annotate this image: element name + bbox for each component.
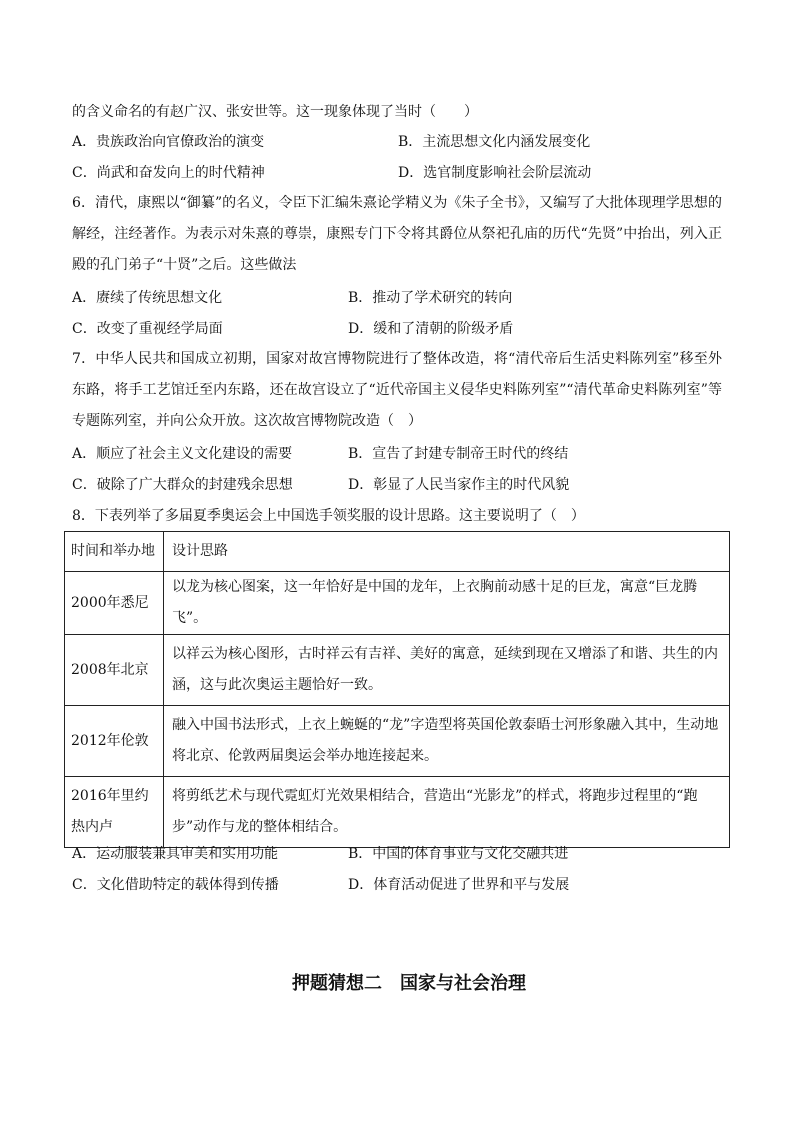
table-cell-year-place: 2000年悉尼 <box>65 572 164 635</box>
design-ideas-table <box>64 531 730 848</box>
question-5-stem-end: 的含义命名的有赵广汉、张安世等。这一现象体现了当时（ ） <box>72 104 478 120</box>
q8-option-b: B．中国的体育事业与文化交融共进 <box>348 846 569 862</box>
q8-option-c: C．文化借助特定的载体得到传播 <box>72 877 279 893</box>
q8-option-d: D．体育活动促进了世界和平与发展 <box>348 877 570 893</box>
table-row <box>65 706 730 777</box>
table-cell-design: 将剪纸艺术与现代霓虹灯光效果相结合，营造出“光影龙”的样式，将跑步过程里的“跑步”动作与龙的整体相结合。 <box>164 777 730 848</box>
table-header-row <box>65 532 730 572</box>
q7-option-a: A．顺应了社会主义文化建设的需要 <box>72 446 293 462</box>
q7-option-d: D．彰显了人民当家作主的时代风貌 <box>348 477 570 493</box>
table-header-cell: 设计思路 <box>164 532 730 572</box>
question-6-stem: 6．清代，康熙以“御纂”的名义，令臣下汇编朱熹论学精义为《朱子全书》，又编写了大批体现理学思想的解经，注经著作。为表示对朱熹的尊崇，康熙专门下令将其爵位从祭祀孔庙的历代“先贤”中抬出，列入正殿的孔门弟子“十贤”之后。这些做法 <box>72 195 722 273</box>
table-cell-design: 融入中国书法形式，上衣上蜿蜒的“龙”字造型将英国伦敦泰晤士河形象融入其中，生动地将北京、伦敦两届奥运会举办地连接起来。 <box>164 706 730 777</box>
q5-option-c: C．尚武和奋发向上的时代精神 <box>72 165 265 181</box>
q5-option-d: D．选官制度影响社会阶层流动 <box>398 165 592 181</box>
table-row <box>65 572 730 635</box>
q6-option-b: B．推动了学术研究的转向 <box>348 290 513 306</box>
table-cell-year-place: 2012年伦敦 <box>65 706 164 777</box>
q6-option-d: D．缓和了清朝的阶级矛盾 <box>348 321 514 337</box>
question-8-stem: 8．下表列举了多届夏季奥运会上中国选手领奖服的设计思路。这主要说明了（ ） <box>72 508 585 524</box>
q7-option-b: B．宣告了封建专制帝王时代的终结 <box>348 446 569 462</box>
q7-option-c: C．破除了广大群众的封建残余思想 <box>72 477 293 493</box>
question-7-stem: 7．中华人民共和国成立初期，国家对故宫博物院进行了整体改造，将“清代帝后生活史料陈列室”移至外东路，将手工艺馆迁至内东路，还在故宫设立了“近代帝国主义侵华史料陈列室”“清代革命史料陈列室”等专题陈列室，并向公众开放。这次故宫博物院改造（ ） <box>72 351 722 429</box>
q6-option-a: A．赓续了传统思想文化 <box>72 290 223 306</box>
table-cell-year-place: 2016年里约热内卢 <box>65 777 164 848</box>
table-cell-year-place: 2008年北京 <box>65 635 164 706</box>
q8-option-a: A．运动服装兼具审美和实用功能 <box>72 846 279 862</box>
table-row <box>65 635 730 706</box>
table-row <box>65 777 730 848</box>
table-header-cell: 时间和举办地 <box>65 532 164 572</box>
table-cell-design: 以龙为核心图案，这一年恰好是中国的龙年，上衣胸前动感十足的巨龙，寓意“巨龙腾飞”。 <box>164 572 730 635</box>
q6-option-c: C．改变了重视经学局面 <box>72 321 223 337</box>
q5-option-a: A．贵族政治向官僚政治的演变 <box>72 134 265 150</box>
q5-option-b: B．主流思想文化内涵发展变化 <box>398 134 591 150</box>
table-cell-design: 以祥云为核心图形，古时祥云有吉祥、美好的寓意，延续到现在又增添了和谐、共生的内涵，这与此次奥运主题恰好一致。 <box>164 635 730 706</box>
section-title: 押题猜想二 国家与社会治理 <box>292 973 526 994</box>
